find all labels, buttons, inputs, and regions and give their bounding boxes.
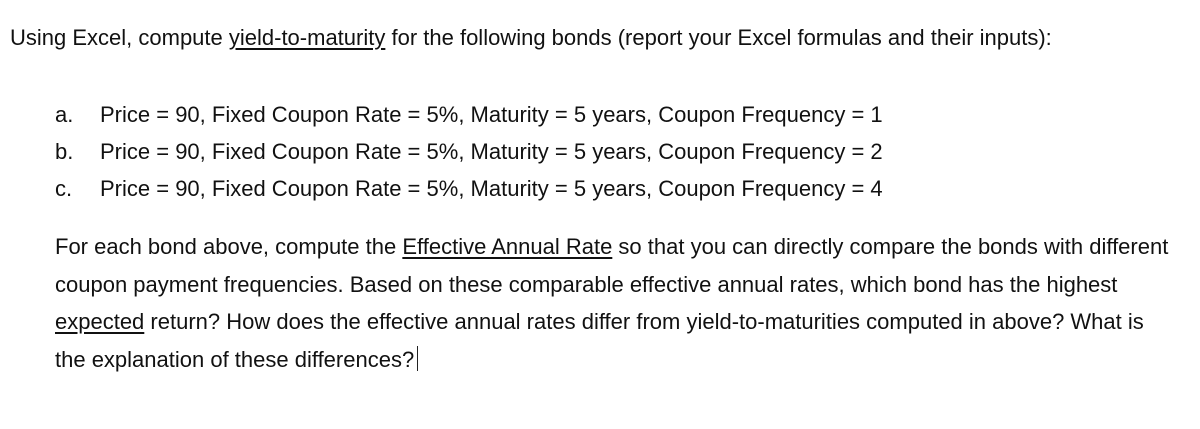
list-item-text: Price = 90, Fixed Coupon Rate = 5%, Maturity = 5 years, Coupon Frequency = 2 [100,139,883,164]
effective-annual-rate-term: Effective Annual Rate [402,234,613,259]
para-text-start: For each bond above, compute the [55,234,403,259]
list-item [55,170,883,207]
list-marker: a. [55,102,74,127]
question-intro [10,19,1180,56]
list-item-text: Price = 90, Fixed Coupon Rate = 5%, Maturity = 5 years, Coupon Frequency = 1 [100,102,883,127]
para-text-end: return? How does the effective annual rates differ from yield-to-maturities computed in above? What is the explanation of these differences? [55,309,1144,372]
intro-text-start: Using Excel, compute [10,25,229,50]
list-marker: b. [55,139,74,164]
bond-list [55,96,883,207]
effective-rate-paragraph[interactable] [55,228,1175,378]
intro-text-end: for the following bonds (report your Excel formulas and their inputs): [385,25,1052,50]
list-item-text: Price = 90, Fixed Coupon Rate = 5%, Maturity = 5 years, Coupon Frequency = 4 [100,176,883,201]
list-item [55,96,883,133]
expected-term: expected [55,309,145,334]
list-marker: c. [55,176,73,201]
para-text-middle: so that you can directly compare the bonds with different coupon payment frequencies. Based on these comparable effective annual rates, which bond has the highest [55,234,1169,297]
text-cursor [417,346,418,371]
list-item [55,133,883,170]
yield-to-maturity-term: yield-to-maturity [228,25,386,50]
